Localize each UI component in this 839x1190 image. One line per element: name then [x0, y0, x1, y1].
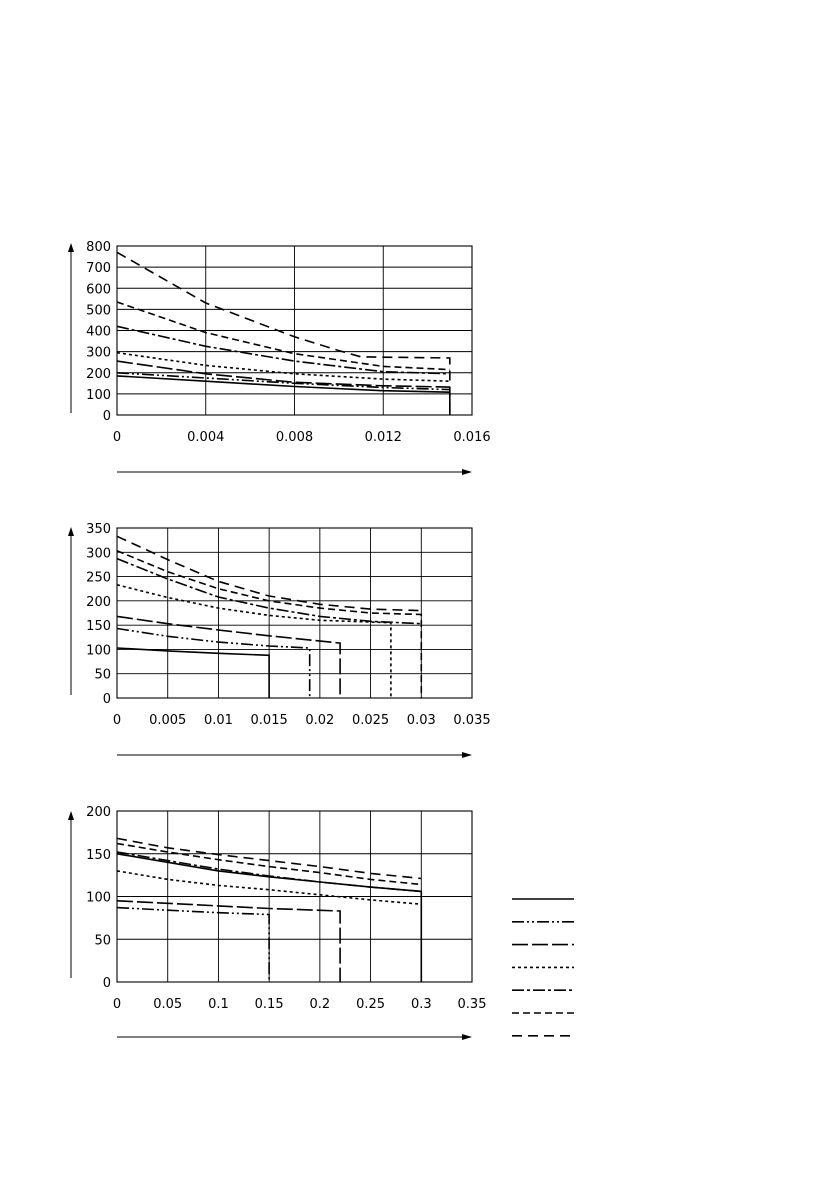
y-tick-label: 0: [102, 692, 111, 707]
y-tick-label: 600: [86, 282, 111, 298]
x-tick-label: 0.015: [250, 713, 288, 728]
y-tick-label: 150: [86, 619, 111, 635]
x-tick-label: 0.35: [457, 997, 487, 1012]
y-tick-label: 200: [86, 805, 111, 820]
y-axis-arrowhead: [68, 811, 74, 820]
x-tick-label: 0.02: [305, 713, 335, 728]
y-tick-label: 150: [86, 847, 111, 863]
x-axis-arrowhead: [462, 752, 472, 758]
x-tick-label: 0.008: [275, 430, 314, 445]
legend: [512, 899, 574, 1036]
y-tick-label: 100: [86, 387, 111, 403]
y-tick-label: 300: [86, 546, 111, 562]
x-tick-label: 0.005: [149, 713, 187, 728]
chart-2: [68, 522, 491, 758]
y-tick-label: 400: [86, 324, 111, 340]
x-tick-label: 0: [112, 997, 122, 1012]
y-tick-label: 300: [86, 345, 111, 361]
y-tick-label: 50: [94, 933, 111, 949]
series-line-2: [117, 629, 310, 699]
x-tick-label: 0.2: [309, 997, 331, 1012]
x-axis-arrowhead: [462, 1034, 472, 1040]
x-tick-label: 0.025: [351, 713, 390, 728]
y-tick-label: 50: [94, 667, 111, 683]
x-tick-label: 0.016: [453, 430, 491, 445]
x-axis-arrowhead: [462, 469, 472, 475]
y-tick-label: 0: [102, 976, 111, 991]
y-tick-label: 350: [86, 522, 111, 537]
y-tick-label: 800: [86, 240, 111, 255]
x-tick-label: 0.035: [453, 713, 491, 728]
x-tick-label: 0.03: [406, 713, 436, 728]
x-tick-label: 0.3: [410, 997, 432, 1012]
y-tick-label: 0: [102, 409, 111, 424]
y-tick-label: 100: [86, 890, 111, 906]
y-tick-label: 100: [86, 643, 111, 659]
x-tick-label: 0.15: [254, 997, 284, 1012]
x-tick-label: 0.01: [203, 713, 233, 728]
chart-1: [68, 240, 491, 475]
series-line-1: [117, 648, 269, 698]
x-tick-label: 0.004: [187, 430, 225, 445]
y-axis-arrowhead: [68, 243, 74, 252]
x-tick-label: 0: [112, 713, 122, 728]
x-tick-label: 0: [112, 430, 122, 445]
x-tick-label: 0.25: [356, 997, 386, 1012]
y-tick-label: 250: [86, 570, 111, 586]
y-tick-label: 200: [86, 594, 111, 610]
x-tick-label: 0.012: [364, 430, 402, 445]
series-line-3: [117, 616, 340, 698]
y-tick-label: 200: [86, 366, 111, 382]
y-axis-arrowhead: [68, 527, 74, 536]
series-line-2: [117, 908, 269, 982]
series-line-4: [117, 585, 391, 698]
x-tick-label: 0.05: [153, 997, 183, 1012]
chart-3: [68, 805, 486, 1040]
plot-frame: [117, 528, 472, 698]
x-tick-label: 0.1: [208, 997, 229, 1012]
y-tick-label: 700: [86, 261, 111, 277]
y-tick-label: 500: [86, 303, 111, 319]
